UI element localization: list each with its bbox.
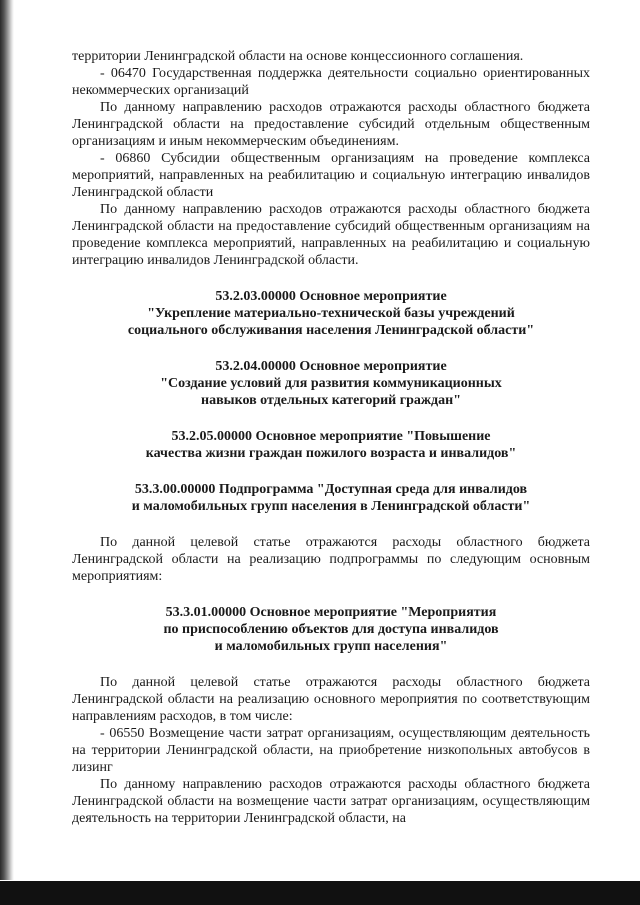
paragraph-06550: - 06550 Возмещение части затрат организациям, осуществляющим деятельность на территории Ленинградской области, на приобретение низкопольных автобусов в лизинг [72,726,590,775]
paragraph-06550-description: По данному направлению расходов отражаются расходы областного бюджета Ленинградской области на возмещение части затрат организациям, осуществляющим деятельность на территории Ленинградской области, на [72,777,590,826]
heading-line: 53.2.04.00000 Основное мероприятие [215,359,447,374]
heading-line: социального обслуживания населения Ленинградской области" [127,323,535,338]
paragraph-06860-description: По данному направлению расходов отражаются расходы областного бюджета Ленинградской области на предоставление субсидий общественным организациям на проведение комплекса мероприятий, направленных на реабилитацию и социальную интеграцию инвалидов Ленинградской области. [72,202,590,268]
heading-53-2-05 [72,428,590,462]
heading-line: "Создание условий для развития коммуникационных [160,376,502,391]
paragraph-subprogram-intro: По данной целевой статье отражаются расходы областного бюджета Ленинградской области на реализацию подпрограммы по следующим основным мероприятиям: [72,535,590,584]
scan-left-edge-shadow [0,0,14,880]
heading-53-3-01 [72,604,590,655]
heading-line: по приспособлению объектов для доступа инвалидов [163,622,499,637]
heading-line: 53.3.00.00000 Подпрограмма "Доступная среда для инвалидов [134,482,528,497]
heading-line: 53.3.01.00000 Основное мероприятие "Мероприятия [165,605,497,620]
paragraph-06860: - 06860 Субсидии общественным организациям на проведение комплекса мероприятий, направленных на реабилитацию и социальную интеграцию инвалидов Ленинградской области [72,151,590,200]
heading-line: качества жизни граждан пожилого возраста и инвалидов" [145,446,517,461]
paragraph-concession: территории Ленинградской области на основе концессионного соглашения. [72,49,524,64]
heading-53-2-03 [72,288,590,339]
heading-line: и маломобильных групп населения в Ленинградской области" [131,499,531,514]
paragraph-main-activity-intro: По данной целевой статье отражаются расходы областного бюджета Ленинградской области на реализацию основного мероприятия по соответствующим направлениям расходов, в том числе: [72,675,590,724]
scan-bottom-bar [0,881,640,905]
heading-53-2-04 [72,358,590,409]
paragraph-06470: - 06470 Государственная поддержка деятельности социально ориентированных некоммерческих организаций [72,66,590,98]
heading-line: навыков отдельных категорий граждан" [201,393,461,408]
heading-line: 53.2.05.00000 Основное мероприятие "Повышение [171,429,491,444]
heading-line: 53.2.03.00000 Основное мероприятие [215,289,447,304]
paragraph-06470-description: По данному направлению расходов отражаются расходы областного бюджета Ленинградской области на предоставление субсидий отдельным общественным организациям и иным некоммерческим объединениям. [72,100,590,149]
document-page [72,48,590,827]
heading-line: и маломобильных групп населения" [214,639,448,654]
heading-line: "Укрепление материально-технической базы учреждений [147,306,515,321]
heading-53-3-00 [72,481,590,515]
